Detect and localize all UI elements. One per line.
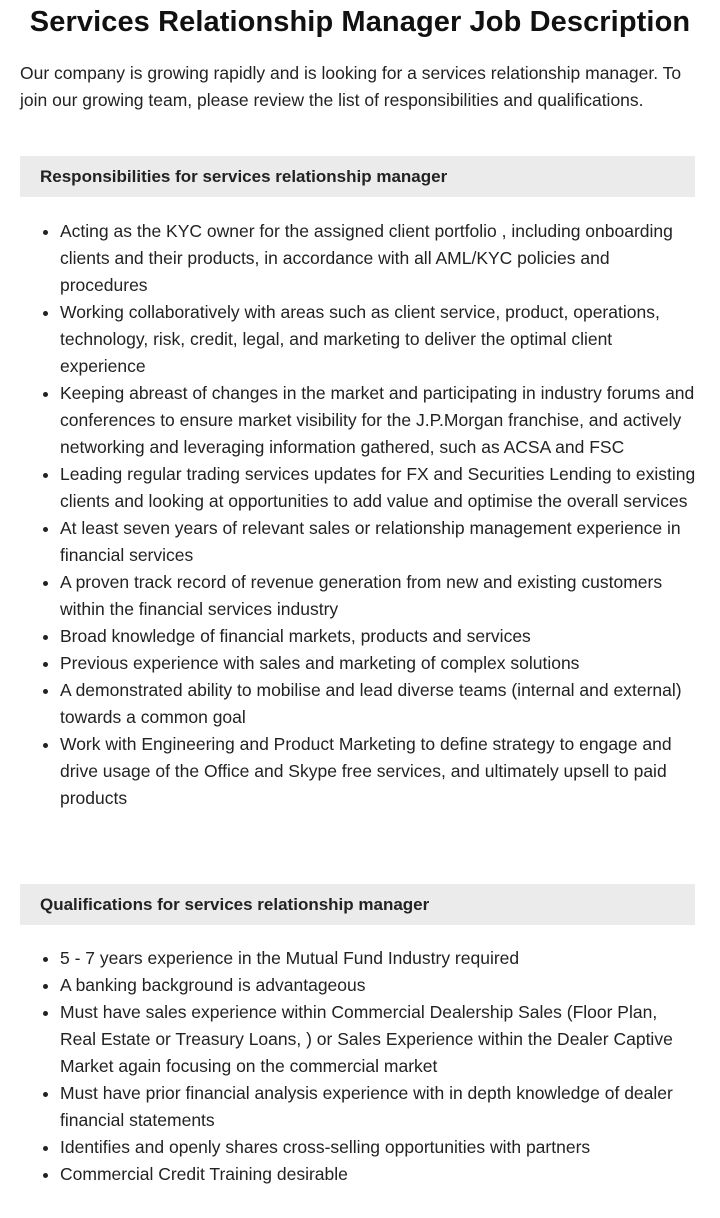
list-item: • A proven track record of revenue generation from new and existing customers within the financial services industry: [60, 569, 698, 623]
responsibilities-heading: Responsibilities for services relationship manager: [20, 156, 695, 197]
list-item: • Broad knowledge of financial markets, products and services: [60, 623, 698, 650]
list-item: • A demonstrated ability to mobilise and lead diverse teams (internal and external) towards a common goal: [60, 677, 698, 731]
list-item: • At least seven years of relevant sales or relationship management experience in financial services: [60, 515, 698, 569]
list-item: • Must have sales experience within Commercial Dealership Sales (Floor Plan, Real Estate or Treasury Loans, ) or Sales Experience within the Dealer Captive Market again focusing on the commercial market: [60, 999, 698, 1080]
list-item: • Leading regular trading services updates for FX and Securities Lending to existing clients and looking at opportunities to add value and optimise the overall services: [60, 461, 698, 515]
list-item: • Must have prior financial analysis experience with in depth knowledge of dealer financial statements: [60, 1080, 698, 1134]
page-title: Services Relationship Manager Job Description: [29, 6, 691, 38]
list-item: • Acting as the KYC owner for the assigned client portfolio , including onboarding clients and their products, in accordance with all AML/KYC policies and procedures: [60, 218, 698, 299]
list-item: • Identifies and openly shares cross-selling opportunities with partners: [60, 1134, 698, 1161]
list-item: • 5 - 7 years experience in the Mutual Fund Industry required: [60, 945, 698, 972]
list-item: • A banking background is advantageous: [60, 972, 698, 999]
list-item: • Work with Engineering and Product Marketing to define strategy to engage and drive usage of the Office and Skype free services, and ultimately upsell to paid products: [60, 731, 698, 812]
list-item: • Previous experience with sales and marketing of complex solutions: [60, 650, 698, 677]
list-item: • Working collaboratively with areas such as client service, product, operations, technology, risk, credit, legal, and marketing to deliver the optimal client experience: [60, 299, 698, 380]
qualifications-heading: Qualifications for services relationship manager: [20, 884, 695, 925]
intro-paragraph: Our company is growing rapidly and is looking for a services relationship manager. To join our growing team, please review the list of responsibilities and qualifications.: [20, 63, 682, 110]
qualifications-list: [20, 945, 698, 1188]
responsibilities-list: [20, 218, 698, 812]
list-item: • Commercial Credit Training desirable: [60, 1161, 698, 1188]
list-item: • Keeping abreast of changes in the market and participating in industry forums and conferences to ensure market visibility for the J.P.Morgan franchise, and actively networking and leveraging information gathered, such as ACSA and FSC: [60, 380, 698, 461]
